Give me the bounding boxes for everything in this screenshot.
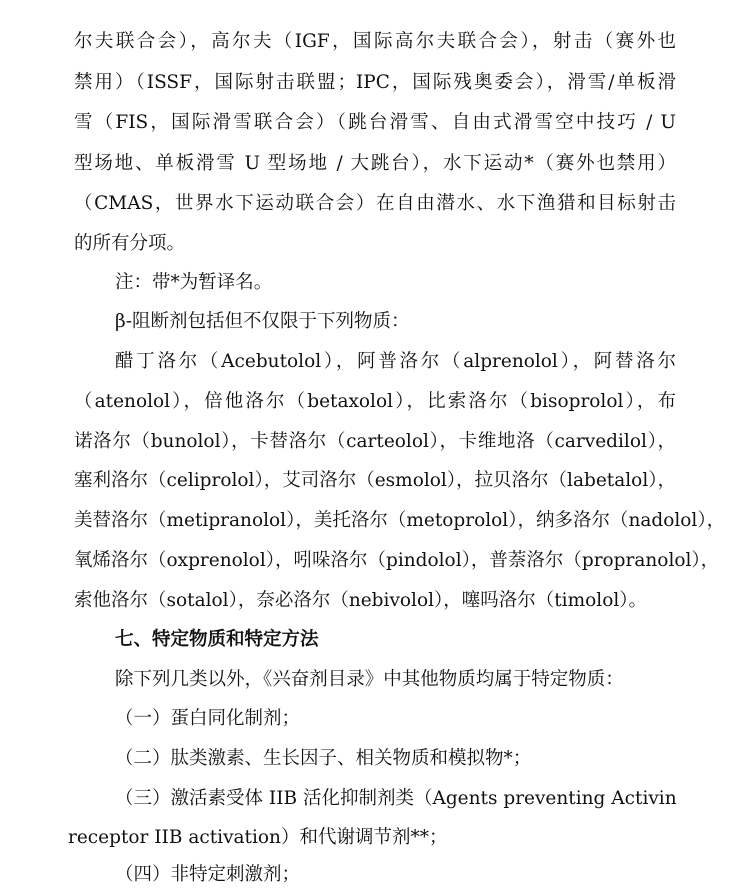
paragraph-text: 除下列几类以外，《兴奋剂目录》中其他物质均属于特定物质：: [115, 669, 624, 690]
paragraph-text: β-阻断剂包括但不仅限于下列物质：: [115, 311, 410, 332]
text-line: [0, 68, 747, 98]
section-heading-line: [0, 625, 747, 655]
text-line: [0, 149, 747, 179]
paragraph-text: （atenolol），倍他洛尔（betaxolol），比索洛尔（bisoprolol），布: [74, 391, 676, 412]
text-line: [0, 466, 747, 496]
paragraph-text: 诺洛尔（bunolol），卡替洛尔（carteolol），卡维地洛（carvedilol），: [74, 431, 676, 452]
list-item-text: （三）激活素受体 IIB 活化抑制剂类（Agents preventing Activin: [115, 788, 677, 809]
paragraph-text: 醋丁洛尔（Acebutolol），阿普洛尔（alprenolol），阿替洛尔: [115, 351, 676, 372]
paragraph-text: 的所有分项。: [74, 233, 186, 254]
text-line: [0, 665, 747, 695]
paragraph-text: 尔夫联合会），高尔夫（IGF，国际高尔夫联合会），射击（赛外也: [74, 31, 676, 52]
text-line: [0, 427, 747, 457]
paragraph-text: 型场地、单板滑雪 U 型场地 / 大跳台），水下运动*（赛外也禁用）: [74, 153, 676, 174]
text-line: [0, 189, 747, 219]
text-line: [0, 307, 747, 337]
text-line: [0, 586, 747, 616]
paragraph-text: 索他洛尔（sotalol），奈必洛尔（nebivolol），噻吗洛尔（timolol）。: [74, 590, 648, 611]
note-text: 注：带*为暂译名。: [115, 272, 273, 293]
list-item: [0, 704, 747, 734]
paragraph-text: 氧烯洛尔（oxprenolol），吲哚洛尔（pindolol），普萘洛尔（propranolol），: [74, 550, 720, 571]
paragraph-text: （CMAS，世界水下运动联合会）在自由潜水、水下渔猎和目标射击: [74, 193, 676, 214]
list-item-text: （二）肽类激素、生长因子、相关物质和模拟物*；: [115, 748, 532, 769]
text-line: [0, 506, 747, 536]
list-item: [0, 744, 747, 774]
text-line: [0, 823, 747, 853]
note-line: [0, 268, 747, 298]
text-line: [0, 108, 747, 138]
text-line: [0, 229, 747, 259]
list-item-text: receptor IIB activation）和代谢调节剂**；: [68, 827, 448, 848]
list-item: [0, 860, 747, 890]
list-item: [0, 784, 747, 814]
text-line: [0, 546, 747, 576]
text-line: [0, 27, 747, 57]
list-item-text: （一）蛋白同化制剂；: [115, 708, 301, 729]
paragraph-text: 塞利洛尔（celiprolol），艾司洛尔（esmolol），拉贝洛尔（labetalol），: [74, 470, 676, 491]
paragraph-text: 雪（FIS，国际滑雪联合会）（跳台滑雪、自由式滑雪空中技巧 / U: [74, 112, 676, 133]
paragraph-text: 美替洛尔（metipranolol），美托洛尔（metoprolol），纳多洛尔（nadolol），: [74, 510, 726, 531]
section-heading: 七、特定物质和特定方法: [115, 629, 319, 650]
text-line: [0, 387, 747, 417]
text-line: [0, 347, 747, 377]
paragraph-text: 禁用）（ISSF，国际射击联盟；IPC，国际残奥委会），滑雪/单板滑: [74, 72, 676, 93]
list-item-text: （四）非特定刺激剂；: [115, 864, 301, 885]
